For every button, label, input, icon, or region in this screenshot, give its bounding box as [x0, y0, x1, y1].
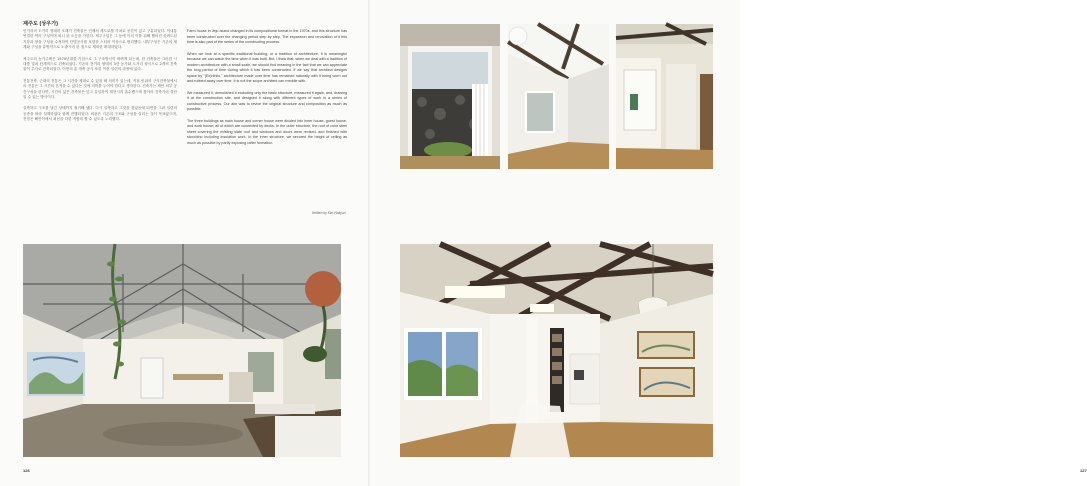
english-paragraph: We measured it, demolished it excluding only the basic structure, measured it again, and, drawing it at the construction site, and designed it along with different types of work in a series of constructive process. Our aim was to revive the original structure and composition as much as possible. [187, 90, 347, 111]
right-page [370, 0, 1087, 486]
studio-interior-photo [23, 244, 341, 457]
english-paragraph: The three buildings as main house and corner house were divided into inner house, guest house, and work house; all of which are connected by decks. In the outer structure, the roof of color steel sheet covering the existing slate roof and windows and doors were revised, and finished with stucchino including insulation work. In the inner structure, we secured the height of ceiling as much as possible by partly exposing rafter formation. [187, 118, 347, 145]
korean-title: 제주도 (상우가) [23, 21, 58, 27]
author-credit: Written by Kim Hakyun [312, 211, 346, 215]
english-paragraph: When we look at a specific traditional building, or a tradition of architecture, it is meaningful because we can watch the time when it was built. But, I think that, when we deal with a tradition of modern architecture with a small scale, we should find meaning in the fact that we can appreciate the long period of time during which it has been constructed. If we say that architect designs space by "(Ex)nihilo," architecture made over time has remained naturally with it being worn out and rubbed away over time. It is not the scope architect can meddle with. [187, 51, 347, 83]
korean-paragraph: 인거리의 도거리 형태의 오래가 건축물은 인제처 제도로를 가치로 공간이 있고 구분되었다. 이내통 연결한 여러 구성이며 외니 된 오등을 가한다. 제주구입은 그 동에 이의 이를 위해 했어진 올려도된 지붕과 창을 구성을 수정하여 단빛공사를 포함한 스터라 이상으로 합리했다. 내부구성은 기존의 세계와 구성을 유방약으로 노출시켜 한 집으로 제외한 확대하였다. [23, 29, 177, 50]
korean-paragraph: 제주도의 농가주택은 1970년대를 기점으로 그 구조방식이 바뀌게 되는데, 한 건축물은 그러한 시대를 걸쳐 단계적으로 건축되었다. 기존의 전거리 형태의 3칸 농가와 도거리 형식으로 2개의 건축물이 추가로 건축되었다. 이번의 총 개축 공사 또한 이런 일련의 과정에 있다. [23, 56, 177, 72]
korean-paragraph: 실측하고 구조를 남긴 상태까지 철거해 냈다. 다시 실측하고 그것을 찾았음에 되면을 그려 일련의 공종을 따라 설계하였다 함께 진행되었다. 외관은 기존의 구조와 구성을 살리는 것이 목표였으며, 전망은 해안이에서 최선을 다한 적합의 할 수 있도록 노력했다. [23, 106, 177, 122]
korean-paragraph: 전통건축, 근대의 전통은 그 시간을 제대로 수 있을 때 의미가 있는데, 직접 인위의 구식건축물에서의 전통은 그 시간의 흔적을 수 있다는 것에 의미를 두어야 한다고 생각한다. 건축가는 제안 외부 공간구성을 한다면, 시간의 넓은 건축물은 앞고 유입하여 재현시켜 흡수했으며 찾아라 건축가의 결단일 수 있는 방식이다. [23, 78, 177, 100]
english-paragraph: Farm house in Jeju Island changed in its compositional format in the 1970s, and this structure has been constructed over the changing period step by step. The expansion and renovation of it this time is also part of the series of the constructing process. [187, 29, 347, 44]
korean-text-column [23, 29, 177, 129]
living-room-beams-photo [400, 244, 713, 457]
corridor-doorway-photo [616, 24, 713, 169]
english-text-column [187, 29, 347, 152]
page-number-left: 126 [23, 468, 30, 473]
page-number-right: 127 [1080, 468, 1087, 473]
doorway-stone-wall-photo [400, 24, 500, 169]
left-page [0, 0, 370, 486]
beamed-room-corner-photo [508, 24, 609, 169]
